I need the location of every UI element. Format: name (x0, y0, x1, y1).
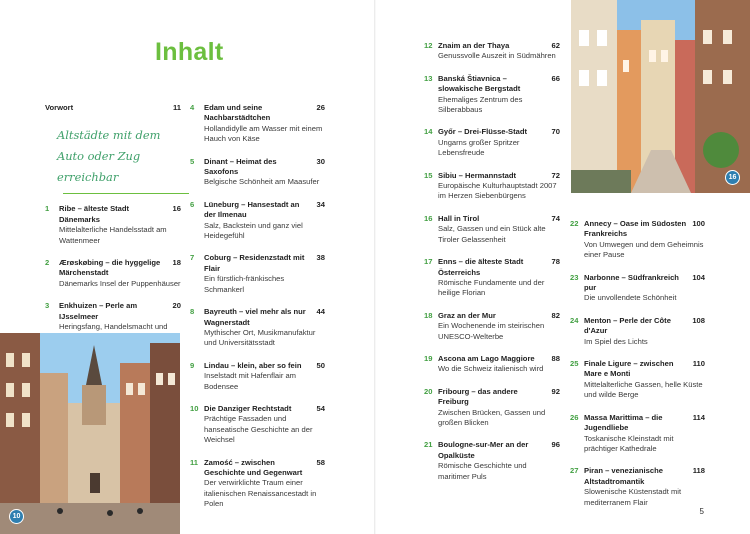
toc-entry-subtitle: Römische Fundamente und der heilige Florian (438, 277, 545, 298)
toc-entry-subtitle: Der verwirklichte Traum einer italienischen Renaissancestadt in Polen (204, 478, 317, 509)
toc-entry[interactable] (45, 204, 181, 246)
toc-entry-subtitle: Slowenische Küstenstadt mit mediterranem Flair (584, 487, 682, 507)
toc-entry-title: Sibiu – Hermannstadt (438, 170, 517, 180)
toc-entry[interactable] (570, 219, 705, 261)
toc-entry-page: 38 (316, 253, 325, 263)
toc-entry-page: 11 (172, 103, 181, 112)
toc-entry-subtitle: Ungarns großer Spritzer Lebensfreude (438, 137, 520, 158)
toc-entry-title: Ribe – älteste Stadt Dänemarks (59, 204, 130, 224)
toc-entry-number: 21 (424, 440, 433, 450)
toc-entry-number: 23 (570, 272, 579, 282)
toc-entry-page: 16 (172, 204, 181, 214)
toc-entry-number: 6 (190, 199, 195, 209)
toc-entry-title: Finale Ligure – zwischen Mare e Monti (584, 359, 674, 379)
toc-entry[interactable] (190, 404, 325, 446)
toc-entry-title: Vorwort (45, 103, 74, 112)
toc-entry[interactable] (190, 157, 325, 188)
toc-entry-subtitle: Europäische Kulturhauptstadt 2007 im Herzen Siebenbürgens (438, 181, 557, 201)
toc-entry[interactable] (190, 458, 325, 510)
toc-entry-title: Narbonne – Südfrankreich pur (584, 272, 679, 293)
toc-entry[interactable] (570, 413, 705, 455)
toc-entry[interactable] (570, 316, 705, 347)
toc-entry-page: 54 (316, 403, 325, 413)
toc-entry[interactable] (424, 311, 560, 342)
toc-entry-number: 11 (190, 457, 199, 467)
toc-entry-subtitle: Von Umwegen und dem Geheimnis einer Pause (584, 239, 704, 260)
handwritten-note (57, 125, 181, 188)
toc-entry-subtitle: Salz, Backstein und ganz viel Heidegefühl (204, 220, 303, 241)
toc-entry-number: 25 (570, 359, 579, 369)
toc-entry-subtitle: Mittelalterliche Gassen, helle Küste und wilde Berge (584, 379, 703, 400)
toc-entry[interactable] (570, 359, 705, 401)
toc-entry-title: Hall in Tirol (438, 213, 480, 223)
handwritten-note-line: Auto oder Zug erreichbar (57, 149, 141, 185)
toc-entry[interactable] (424, 214, 560, 245)
toc-entry[interactable] (424, 354, 560, 375)
toc-entry-subtitle: Wo die Schweiz italienisch wird (438, 364, 544, 374)
photo-number-badge: 16 (725, 170, 740, 185)
toc-entry-title: Fribourg – das andere Freiburg (438, 386, 518, 407)
toc-entry-number: 3 (45, 301, 50, 311)
toc-entry-subtitle: Prächtige Fassaden und hanseatische Geschichte an der Weichsel (204, 414, 313, 445)
toc-entry[interactable] (424, 387, 560, 429)
toc-entry-number: 7 (190, 253, 195, 263)
street-illustration (571, 0, 750, 193)
toc-entry-number: 27 (570, 466, 579, 476)
toc-entry-number: 15 (424, 170, 433, 180)
toc-entry-page: 78 (551, 257, 560, 267)
toc-entry-subtitle: Ehemaliges Zentrum des Silberabbaus (438, 94, 523, 115)
toc-entry-title: Lüneburg – Hansestadt an der Ilmenau (204, 199, 300, 220)
toc-entry[interactable] (190, 200, 325, 242)
toc-entry-title: Enns – die älteste Stadt Österreichs (438, 257, 524, 277)
toc-entry-page: 66 (551, 73, 560, 83)
toc-entry-page: 114 (692, 412, 705, 422)
toc-entry-title: Ærøskøbing – die hyggelige Märchenstadt (59, 258, 161, 278)
toc-entry-title: Banská Štiavnica – slowakische Bergstadt (438, 73, 521, 94)
toc-entry[interactable] (190, 253, 325, 295)
toc-entry-number: 14 (424, 127, 433, 137)
toc-entry[interactable] (424, 257, 560, 299)
toc-entry-page: 74 (551, 213, 560, 223)
toc-entry-page: 88 (551, 353, 560, 363)
toc-entry-subtitle: Ein fürstlich-fränkisches Schmankerl (204, 274, 285, 294)
toc-entry-subtitle: Genussvolle Auszeit in Südmähren (438, 51, 556, 61)
toc-entry[interactable] (424, 41, 560, 62)
toc-entry-subtitle: Toskanische Kleinstadt mit prächtiger Kathedrale (584, 433, 674, 453)
toc-entry-title: Menton – Perle der Côte d'Azur (584, 315, 671, 336)
toc-entry-subtitle: Inselstadt mit Hafenflair am Bodensee (204, 371, 297, 391)
note-underline (63, 193, 189, 195)
toc-entry-number: 5 (190, 156, 195, 166)
toc-entry[interactable] (570, 466, 705, 508)
toc-entry-page: 118 (692, 466, 705, 476)
toc-entry-page: 70 (551, 127, 560, 137)
toc-entry-title: Die Danziger Rechtstadt (204, 403, 292, 413)
page-title: Inhalt (155, 38, 224, 66)
handwritten-note-line: Altstädte mit dem (57, 128, 161, 143)
toc-entry-title: Massa Marittima – die Jugendliebe (584, 412, 663, 433)
toc-entry-number: 26 (570, 412, 579, 422)
toc-column-3 (424, 41, 560, 494)
toc-entry-subtitle: Heringsfang, Handelsmacht und (59, 322, 168, 332)
toc-entry-number: 1 (45, 204, 50, 214)
toc-entry[interactable] (424, 171, 560, 202)
toc-entry[interactable] (45, 103, 181, 113)
toc-entry-page: 62 (551, 41, 560, 50)
toc-column-1 (45, 103, 181, 355)
toc-entry-page: 26 (316, 103, 325, 112)
toc-column-2 (190, 103, 325, 522)
toc-entry-number: 19 (424, 353, 433, 363)
toc-entry-number: 17 (424, 257, 433, 267)
toc-entry-subtitle: Die unvollendete Schönheit (584, 293, 677, 303)
toc-entry-subtitle: Im Spiel des Lichts (584, 336, 648, 346)
toc-entry-title: Edam und seine Nachbarstädtchen (204, 103, 271, 123)
page-number: 5 (699, 507, 704, 516)
toc-entry-title: Boulogne-sur-Mer an der Opalküste (438, 440, 529, 460)
toc-entry[interactable] (45, 258, 181, 289)
old-town-photo (0, 333, 180, 534)
toc-entry-subtitle: Salz, Gassen und ein Stück alte Tiroler Gelassenheit (438, 224, 546, 244)
toc-entry-title: Ascona am Lago Maggiore (438, 353, 535, 363)
toc-entry-page: 58 (316, 457, 325, 467)
page-gutter (374, 0, 376, 534)
toc-entry-page: 96 (551, 440, 560, 450)
toc-entry[interactable] (570, 273, 705, 304)
toc-entry-title: Bayreuth – viel mehr als nur Wagnerstadt (204, 307, 306, 327)
toc-entry-page: 110 (692, 359, 705, 369)
toc-entry-subtitle: Zwischen Brücken, Gassen und großen Blicken (438, 407, 546, 427)
toc-entry[interactable] (424, 440, 560, 482)
toc-entry-number: 2 (45, 258, 50, 268)
toc-entry[interactable] (424, 127, 560, 158)
toc-entry-number: 13 (424, 73, 433, 83)
toc-entry-page: 30 (316, 156, 325, 166)
toc-entry-title: Graz an der Mur (438, 310, 496, 320)
toc-entry[interactable] (190, 307, 325, 349)
toc-entry-subtitle: Römische Geschichte und maritimer Puls (438, 461, 527, 481)
toc-entry-subtitle: Belgische Schönheit am Maasufer (204, 177, 320, 187)
toc-entry[interactable] (424, 74, 560, 116)
toc-entry-title: Győr – Drei-Flüsse-Stadt (438, 127, 528, 137)
toc-entry-page: 72 (551, 170, 560, 180)
toc-entry-number: 20 (424, 386, 433, 396)
toc-entry-subtitle: Dänemarks Insel der Puppenhäuser (59, 278, 181, 288)
street-photo (571, 0, 750, 193)
toc-entry[interactable] (190, 361, 325, 392)
toc-entry-page: 44 (316, 307, 325, 317)
toc-entry-title: Lindau – klein, aber so fein (204, 360, 302, 370)
toc-entry-page: 50 (316, 360, 325, 370)
toc-entry-subtitle: Ein Wochenende im steirischen UNESCO-Welterbe (438, 321, 545, 341)
toc-entry-number: 16 (424, 213, 433, 223)
toc-entry-title: Enkhuizen – Perle am IJsselmeer (59, 301, 138, 321)
toc-entry-page: 34 (316, 199, 325, 209)
toc-entry[interactable] (190, 103, 325, 145)
toc-entry-number: 24 (570, 315, 579, 325)
toc-entry-page: 20 (172, 301, 181, 311)
toc-entry-title: Annecy – Oase im Südosten Frankreichs (584, 219, 687, 239)
toc-entry-page: 82 (551, 310, 560, 320)
old-town-illustration (0, 333, 180, 534)
toc-entry-page: 104 (692, 272, 705, 282)
toc-entry-number: 10 (190, 403, 199, 413)
toc-entry-page: 92 (551, 386, 560, 396)
toc-entry-page: 18 (172, 258, 181, 268)
toc-entry-number: 18 (424, 310, 433, 320)
toc-entry-subtitle: Hollandidylle am Wasser mit einem Hauch von Käse (204, 123, 323, 144)
toc-entry-subtitle: Mythischer Ort, Musikmanufaktur und Universitätsstadt (204, 327, 316, 348)
toc-entry-title: Coburg – Residenzstadt mit Flair (204, 253, 305, 273)
toc-entry-number: 22 (570, 219, 579, 228)
toc-entry-title: Zamość – zwischen Geschichte und Gegenwart (204, 457, 303, 477)
toc-entry-title: Dinant – Heimat des Saxofons (204, 156, 277, 177)
toc-entry-page: 108 (692, 315, 705, 325)
toc-entry-number: 8 (190, 307, 195, 317)
photo-number-badge: 10 (9, 509, 24, 524)
toc-entry-title: Znaim an der Thaya (438, 41, 510, 50)
toc-entry-subtitle: Mittelalterliche Handelsstadt am Wattenmeer (59, 225, 167, 245)
toc-entry-number: 9 (190, 360, 195, 370)
toc-entry-page: 100 (692, 219, 705, 228)
toc-entry-number: 4 (190, 103, 195, 112)
toc-entry-title: Piran – venezianische Altstadtromantik (584, 466, 663, 486)
toc-entry-number: 12 (424, 41, 433, 50)
toc-column-4 (570, 219, 705, 520)
